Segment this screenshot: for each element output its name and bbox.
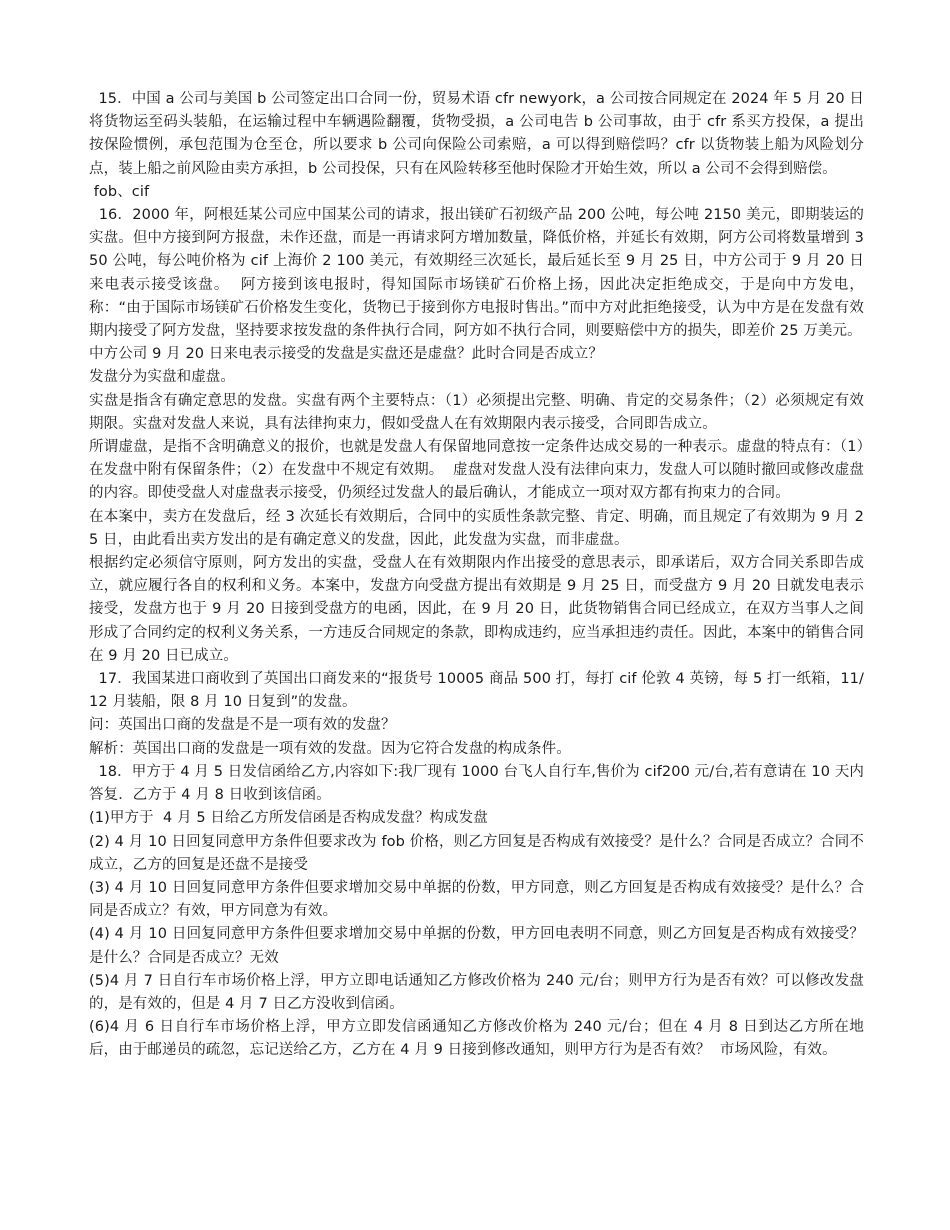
answer-paragraph: 实盘是指含有确定意思的发盘。实盘有两个主要特点：（1）必须提出完整、明确、肯定的交易条件；（2）必须规定有效期限。实盘对发盘人来说，具有法律拘束力，假如受盘人在有效期限内表示接受，合同即告成立。 (89, 392, 864, 432)
answer-paragraph: 在本案中，卖方在发盘后，经 3 次延长有效期后，合同中的实质性条款完整、肯定、明确，而且规定了有效期为 9 月 25 日，由此看出卖方发出的是有确定意义的发盘，因此，此发盘为实盘，而非虚盘。 (89, 508, 864, 548)
sub-question-5: (5)4 月 7 日自行车市场价格上浮，甲方立即电话通知乙方修改价格为 240 元/台；则甲方行为是否有效？可以修改发盘的，是有效的，但是 4 月 7 日乙方没收到信函。 (89, 972, 864, 1012)
question-15-paragraph: 15．中国 a 公司与美国 b 公司签定出口合同一份，贸易术语 cfr newyork，a 公司按合同规定在 2024 年 5 月 20 日将货物运至码头装船，在运输过程中车辆遇险翻覆，货物受损，a 公司电告 b 公司事故，由于 cfr 系买方投保，a 提出按保险惯例，承包范围为仓至仓，所以要求 b 公司向保险公司索赔，a 可以得到赔偿吗？cfr 以货物装上船为风险划分点，装上船之前风险由卖方承担，b 公司投保，只有在风险转移至他时保险才开始生效，所以 a 公司不会得到赔偿。 (89, 91, 864, 177)
answer-paragraph: 根据约定必须信守原则，阿方发出的实盘，受盘人在有效期限内作出接受的意思表示，即承诺后，双方合同关系即告成立，就应履行各自的权利和义务。本案中，发盘方向受盘方提出有效期是 9 月 25 日，而受盘方 9 月 20 日就发电表示接受，发盘方也于 9 月 20 日接到受盘方的电函，因此，在 9 月 20 日，此货物销售合同已经成立，在双方当事人之间形成了合同约定的权利义务关系，一方违反合同规定的条款，即构成违约，应当承担违约责任。因此，本案中的销售合同在 9 月 20 日已成立。 (89, 555, 864, 664)
question-16-paragraph: 16．2000 年，阿根廷某公司应中国某公司的请求，报出镁矿石初级产品 200 公吨，每公吨 2150 美元，即期装运的实盘。但中方接到阿方报盘，未作还盘，而是一再请求阿方增加数量，降低价格，并延长有效期，阿方公司将数量增到 350 公吨，每公吨价格为 cif 上海价 2 100 美元，有效期经三次延长，最后延长至 9 月 25 日，中方公司于 9 月 20 日来电表示接受该盘。 阿方接到该电报时，得知国际市场镁矿石价格上扬，因此决定拒绝成交，于是向中方发电，称：“由于国际市场镁矿石价格发生变化，货物已于接到你方电报时售出。”而中方对此拒绝接受，认为中方是在发盘有效期内接受了阿方发盘，坚持要求按发盘的条件执行合同，阿方如不执行合同，则要赔偿中方的损失，即差价 25 万美元。 (89, 207, 864, 340)
sub-question-6: (6)4 月 6 日自行车市场价格上浮，甲方立即发信函通知乙方修改价格为 240 元/台；但在 4 月 8 日到达乙方所在地后，由于邮递员的疏忽，忘记送给乙方，乙方在 4 月 9 日接到修改通知，则甲方行为是否有效？ 市场风险，有效。 (89, 1019, 864, 1059)
question-17-paragraph: 17．我国某进口商收到了英国出口商发来的“报货号 10005 商品 500 打，每打 cif 伦敦 4 英镑，每 5 打一纸箱，11/12 月装船，限 8 月 10 日复到”的发盘。 (89, 671, 864, 711)
document-body (89, 88, 864, 1063)
sub-question-4: (4) 4 月 10 日回复同意甲方条件但要求增加交易中单据的份数，甲方回电表明不同意，则乙方回复是否构成有效接受？是什么？合同是否成立？无效 (89, 926, 864, 966)
answer-line: fob、cif (89, 183, 150, 200)
question-16-prompt: 中方公司 9 月 20 日来电表示接受的发盘是实盘还是虚盘？此时合同是否成立？ (89, 346, 604, 363)
answer-paragraph: 所谓虚盘，是指不含明确意义的报价，也就是发盘人有保留地同意按一定条件达成交易的一种表示。虚盘的特点有：（1）在发盘中附有保留条件；（2）在发盘中不规定有效期。 虚盘对发盘人没有法律向束力，发盘人可以随时撤回或修改虚盘的内容。即使受盘人对虚盘表示接受，仍须经过发盘人的最后确认，才能成立一项对双方都有拘束力的合同。 (89, 439, 864, 502)
sub-question-3: (3) 4 月 10 日回复同意甲方条件但要求增加交易中单据的份数，甲方同意，则乙方回复是否构成有效接受？是什么？合同是否成立？有效，甲方同意为有效。 (89, 879, 864, 920)
sub-question-2: (2) 4 月 10 日回复同意甲方条件但要求改为 fob 价格，则乙方回复是否构成有效接受？是什么？合同是否成立？合同不成立，乙方的回复是还盘不是接受 (89, 833, 864, 873)
question-17-prompt: 问：英国出口商的发盘是不是一项有效的发盘？ (89, 717, 396, 734)
question-18-paragraph: 18．甲方于 4 月 5 日发信函给乙方,内容如下:我厂现有 1000 台飞人自行车,售价为 cif200 元/台,若有意请在 10 天内答复．乙方于 4 月 8 日收到该信函。 (89, 763, 864, 804)
answer-paragraph: 发盘分为实盘和虚盘。 (89, 369, 235, 386)
sub-question-1: (1)甲方于 4 月 5 日给乙方所发信函是否构成发盘？构成发盘 (89, 810, 488, 827)
answer-paragraph: 解析：英国出口商的发盘是一项有效的发盘。因为它符合发盘的构成条件。 (89, 740, 571, 757)
